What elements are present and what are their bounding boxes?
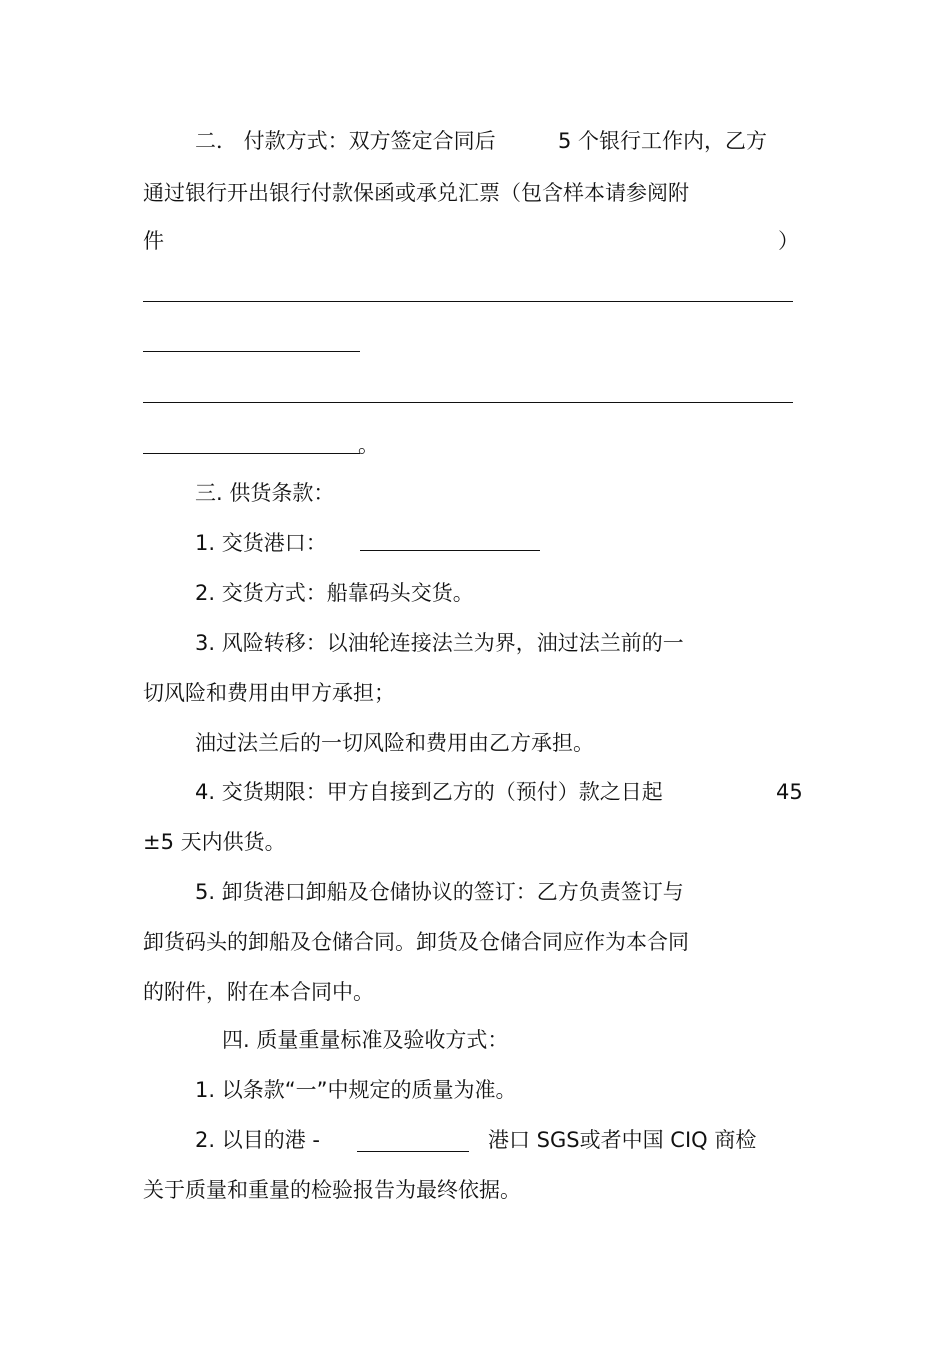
fill-line [143,402,793,403]
section3-item2: 2. 交货方式：船靠码头交货。 [195,581,474,605]
section3-item4-text: 4. 交货期限：甲方自接到乙方的（预付）款之日起 [195,780,663,804]
section4-item2-line1 [0,1127,950,1155]
delivery-port-blank [360,550,540,551]
section4-item2-suffix: 港口 SGS或者中国 CIQ 商检 [488,1128,757,1152]
section4-item1: 1. 以条款“一”中规定的质量为准。 [195,1078,517,1102]
destination-port-blank [357,1151,469,1152]
section3-item3-line1: 3. 风险转移：以油轮连接法兰为界，油过法兰前的一 [195,631,684,655]
section2-attachment-label: 件 [143,229,164,253]
fill-line [143,301,793,302]
section3-item4-line1 [0,779,950,807]
section2-line3 [0,228,950,256]
section3-item5-line2: 卸货码头的卸船及仓储合同。卸货及仓储合同应作为本合同 [143,930,689,954]
section2-close-paren: ） [778,229,799,253]
section2-line1 [0,128,950,156]
section3-item3-line2: 切风险和费用由甲方承担； [143,681,395,705]
section3-item4-days: 45 [776,780,803,804]
section3-heading: 三. 供货条款： [195,481,335,505]
section2-line2: 通过银行开出银行付款保函或承兑汇票（包含样本请参阅附 [143,181,689,205]
section4-item2-prefix: 2. 以目的港 - [195,1128,320,1152]
section3-item1-label: 1. 交货港口： [195,531,327,555]
section4-heading: 四. 质量重量标准及验收方式： [222,1028,509,1052]
section3-item4-line2: ±5 天内供货。 [143,830,286,854]
section3-item5-line3: 的附件，附在本合同中。 [143,980,374,1004]
section3-item3-line3: 油过法兰后的一切风险和费用由乙方承担。 [195,731,594,755]
section3-item5-line1: 5. 卸货港口卸船及仓储协议的签订：乙方负责签订与 [195,880,684,904]
section4-item2-line2: 关于质量和重量的检验报告为最终依据。 [143,1178,521,1202]
section2-payment-clause: 二． 付款方式：双方签定合同后 [195,129,496,153]
fill-line [143,351,360,352]
fill-line [143,453,360,454]
section2-end-mark: 。 [358,433,379,457]
section2-bank-days: 5 个银行工作内，乙方 [558,129,768,153]
